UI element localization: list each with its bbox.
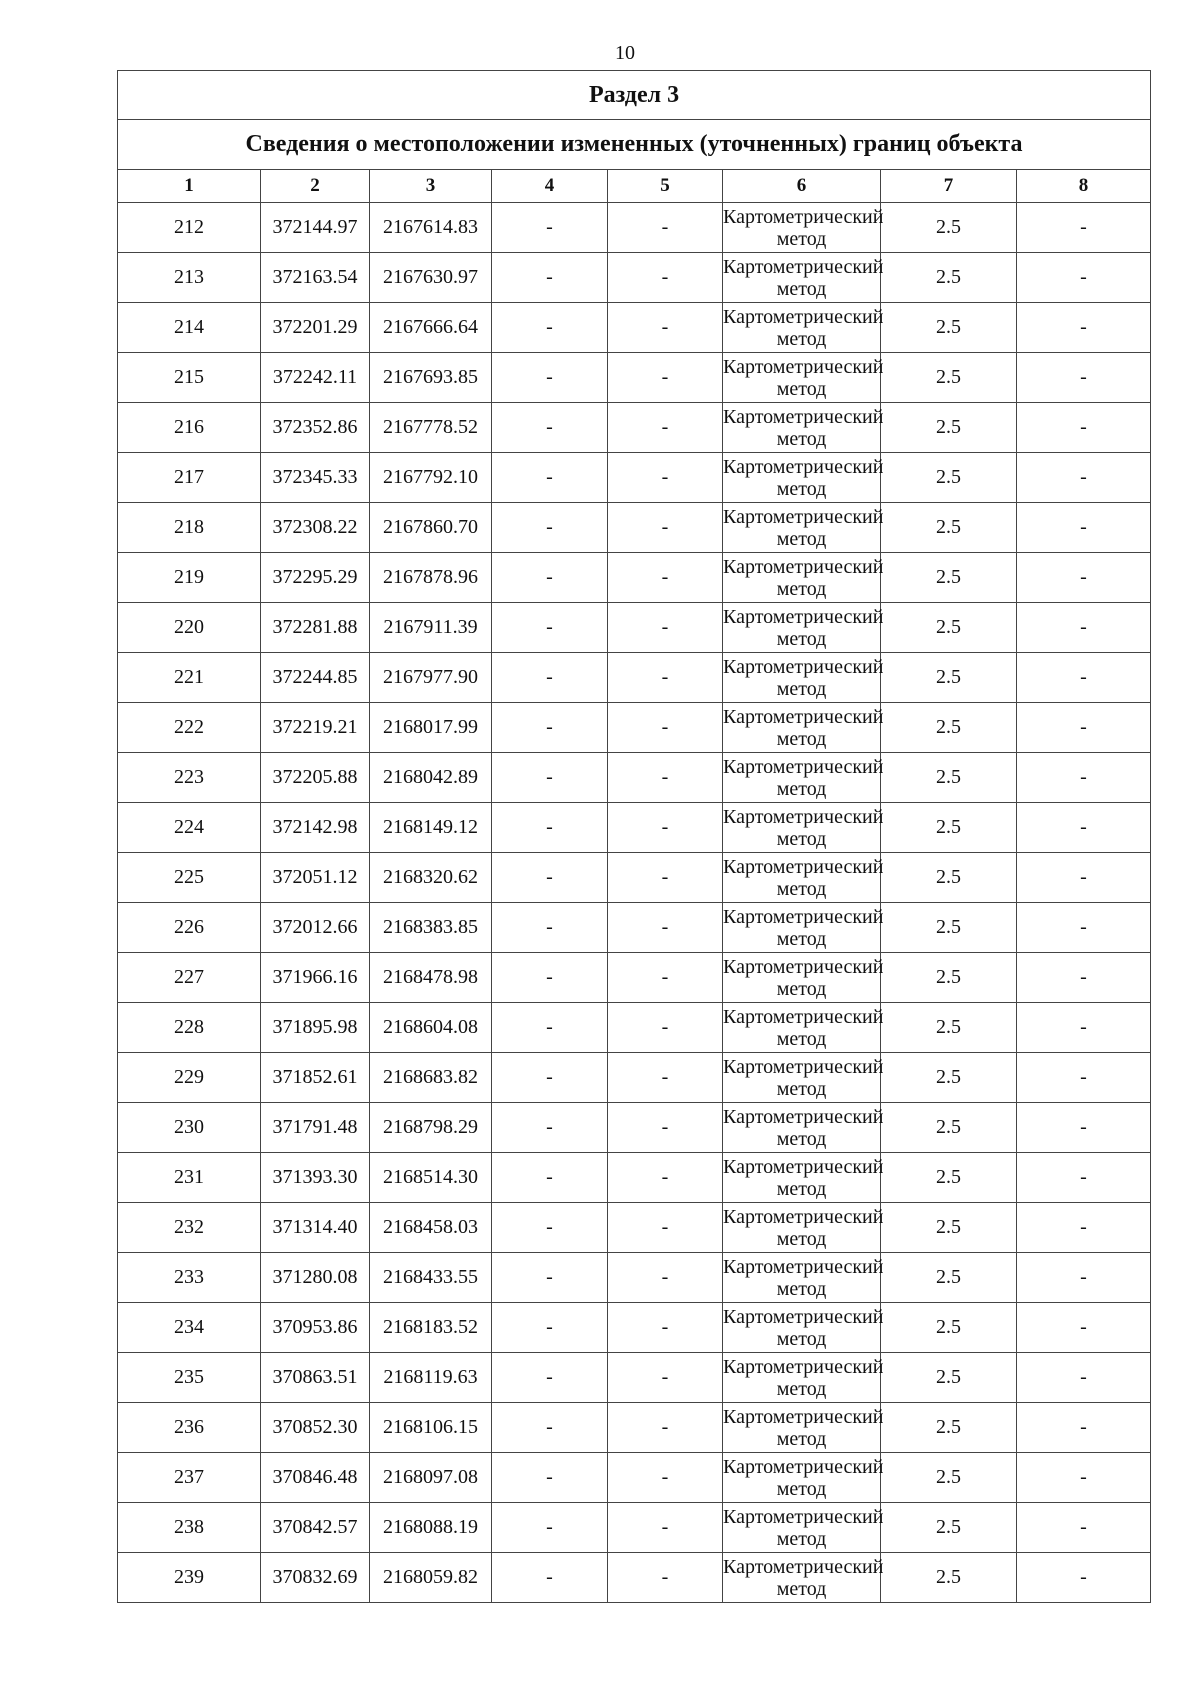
y-coordinate-cell: 2168383.85 [370,903,492,953]
column-5-cell: - [608,603,723,653]
column-4-cell: - [492,203,608,253]
accuracy-cell: 2.5 [881,1403,1017,1453]
column-8-cell: - [1017,853,1151,903]
column-4-cell: - [492,1303,608,1353]
point-number-cell: 232 [118,1203,261,1253]
column-header: 8 [1017,170,1151,203]
point-number-cell: 237 [118,1453,261,1503]
table-row [118,703,1151,753]
column-4-cell: - [492,1503,608,1553]
column-8-cell: - [1017,303,1151,353]
column-8-cell: - [1017,403,1151,453]
accuracy-cell: 2.5 [881,1553,1017,1603]
method-cell: Картометрический метод [723,353,881,403]
method-cell: Картометрический метод [723,1103,881,1153]
point-number-cell: 212 [118,203,261,253]
point-number-cell: 215 [118,353,261,403]
accuracy-cell: 2.5 [881,403,1017,453]
table-row [118,503,1151,553]
section-subtitle: Сведения о местоположении измененных (уточненных) границ объекта [118,120,1151,170]
point-number-cell: 235 [118,1353,261,1403]
x-coordinate-cell: 372219.21 [261,703,370,753]
x-coordinate-cell: 372163.54 [261,253,370,303]
table-row [118,553,1151,603]
y-coordinate-cell: 2168604.08 [370,1003,492,1053]
y-coordinate-cell: 2168514.30 [370,1153,492,1203]
column-4-cell: - [492,1453,608,1503]
table-row [118,1503,1151,1553]
method-cell: Картометрический метод [723,1353,881,1403]
column-8-cell: - [1017,653,1151,703]
column-5-cell: - [608,253,723,303]
column-5-cell: - [608,553,723,603]
column-8-cell: - [1017,1103,1151,1153]
column-header: 5 [608,170,723,203]
table-row [118,1203,1151,1253]
accuracy-cell: 2.5 [881,1153,1017,1203]
y-coordinate-cell: 2167911.39 [370,603,492,653]
table-row [118,653,1151,703]
method-cell: Картометрический метод [723,1003,881,1053]
column-5-cell: - [608,1203,723,1253]
column-8-cell: - [1017,503,1151,553]
method-cell: Картометрический метод [723,1453,881,1503]
column-5-cell: - [608,1553,723,1603]
column-5-cell: - [608,1403,723,1453]
y-coordinate-cell: 2168042.89 [370,753,492,803]
method-cell: Картометрический метод [723,1503,881,1553]
column-4-cell: - [492,353,608,403]
table-row [118,353,1151,403]
column-5-cell: - [608,853,723,903]
y-coordinate-cell: 2168097.08 [370,1453,492,1503]
x-coordinate-cell: 370953.86 [261,1303,370,1353]
point-number-cell: 228 [118,1003,261,1053]
x-coordinate-cell: 372205.88 [261,753,370,803]
column-5-cell: - [608,1353,723,1403]
column-header: 7 [881,170,1017,203]
column-4-cell: - [492,1553,608,1603]
point-number-cell: 238 [118,1503,261,1553]
column-8-cell: - [1017,1003,1151,1053]
column-8-cell: - [1017,553,1151,603]
y-coordinate-cell: 2168798.29 [370,1103,492,1153]
column-8-cell: - [1017,803,1151,853]
column-8-cell: - [1017,353,1151,403]
y-coordinate-cell: 2168183.52 [370,1303,492,1353]
column-8-cell: - [1017,1503,1151,1553]
column-8-cell: - [1017,1403,1151,1453]
y-coordinate-cell: 2168478.98 [370,953,492,1003]
accuracy-cell: 2.5 [881,1303,1017,1353]
y-coordinate-cell: 2168059.82 [370,1553,492,1603]
y-coordinate-cell: 2168017.99 [370,703,492,753]
column-8-cell: - [1017,903,1151,953]
table-row [118,903,1151,953]
column-header: 4 [492,170,608,203]
y-coordinate-cell: 2167614.83 [370,203,492,253]
x-coordinate-cell: 371791.48 [261,1103,370,1153]
method-cell: Картометрический метод [723,553,881,603]
column-5-cell: - [608,353,723,403]
x-coordinate-cell: 370842.57 [261,1503,370,1553]
point-number-cell: 217 [118,453,261,503]
x-coordinate-cell: 372051.12 [261,853,370,903]
column-5-cell: - [608,303,723,353]
accuracy-cell: 2.5 [881,303,1017,353]
column-4-cell: - [492,503,608,553]
accuracy-cell: 2.5 [881,953,1017,1003]
x-coordinate-cell: 372144.97 [261,203,370,253]
table-row [118,1303,1151,1353]
column-5-cell: - [608,453,723,503]
method-cell: Картометрический метод [723,853,881,903]
column-5-cell: - [608,1503,723,1553]
table-row [118,1153,1151,1203]
column-header: 6 [723,170,881,203]
column-5-cell: - [608,503,723,553]
column-8-cell: - [1017,753,1151,803]
column-5-cell: - [608,703,723,753]
point-number-cell: 222 [118,703,261,753]
y-coordinate-cell: 2167860.70 [370,503,492,553]
y-coordinate-cell: 2168119.63 [370,1353,492,1403]
x-coordinate-cell: 371393.30 [261,1153,370,1203]
y-coordinate-cell: 2168683.82 [370,1053,492,1103]
method-cell: Картометрический метод [723,953,881,1003]
x-coordinate-cell: 370852.30 [261,1403,370,1453]
column-4-cell: - [492,603,608,653]
column-8-cell: - [1017,1303,1151,1353]
column-4-cell: - [492,1003,608,1053]
column-4-cell: - [492,1203,608,1253]
method-cell: Картометрический метод [723,1403,881,1453]
point-number-cell: 220 [118,603,261,653]
column-4-cell: - [492,953,608,1003]
point-number-cell: 229 [118,1053,261,1103]
x-coordinate-cell: 372352.86 [261,403,370,453]
table-row [118,1403,1151,1453]
accuracy-cell: 2.5 [881,1203,1017,1253]
column-4-cell: - [492,853,608,903]
x-coordinate-cell: 371280.08 [261,1253,370,1303]
table-row [118,403,1151,453]
method-cell: Картометрический метод [723,1253,881,1303]
column-8-cell: - [1017,1203,1151,1253]
column-8-cell: - [1017,453,1151,503]
method-cell: Картометрический метод [723,503,881,553]
table-row [118,1253,1151,1303]
table-row [118,753,1151,803]
column-4-cell: - [492,1403,608,1453]
method-cell: Картометрический метод [723,253,881,303]
accuracy-cell: 2.5 [881,1503,1017,1553]
accuracy-cell: 2.5 [881,1053,1017,1103]
x-coordinate-cell: 372142.98 [261,803,370,853]
accuracy-cell: 2.5 [881,253,1017,303]
column-8-cell: - [1017,1253,1151,1303]
y-coordinate-cell: 2167630.97 [370,253,492,303]
method-cell: Картометрический метод [723,1053,881,1103]
point-number-cell: 224 [118,803,261,853]
x-coordinate-cell: 370846.48 [261,1453,370,1503]
column-4-cell: - [492,553,608,603]
accuracy-cell: 2.5 [881,803,1017,853]
y-coordinate-cell: 2168433.55 [370,1253,492,1303]
y-coordinate-cell: 2167666.64 [370,303,492,353]
y-coordinate-cell: 2167778.52 [370,403,492,453]
y-coordinate-cell: 2167878.96 [370,553,492,603]
accuracy-cell: 2.5 [881,353,1017,403]
x-coordinate-cell: 372201.29 [261,303,370,353]
column-4-cell: - [492,453,608,503]
point-number-cell: 236 [118,1403,261,1453]
method-cell: Картометрический метод [723,753,881,803]
column-4-cell: - [492,303,608,353]
y-coordinate-cell: 2167977.90 [370,653,492,703]
column-8-cell: - [1017,1053,1151,1103]
y-coordinate-cell: 2168088.19 [370,1503,492,1553]
column-4-cell: - [492,1053,608,1103]
column-8-cell: - [1017,1153,1151,1203]
point-number-cell: 231 [118,1153,261,1203]
column-5-cell: - [608,903,723,953]
table-row [118,603,1151,653]
column-8-cell: - [1017,1453,1151,1503]
x-coordinate-cell: 371895.98 [261,1003,370,1053]
method-cell: Картометрический метод [723,1153,881,1203]
accuracy-cell: 2.5 [881,903,1017,953]
table-row [118,1103,1151,1153]
point-number-cell: 214 [118,303,261,353]
column-5-cell: - [608,203,723,253]
point-number-cell: 223 [118,753,261,803]
x-coordinate-cell: 372345.33 [261,453,370,503]
x-coordinate-cell: 372012.66 [261,903,370,953]
table-row [118,1003,1151,1053]
column-4-cell: - [492,753,608,803]
column-5-cell: - [608,1303,723,1353]
accuracy-cell: 2.5 [881,1453,1017,1503]
x-coordinate-cell: 372242.11 [261,353,370,403]
column-8-cell: - [1017,953,1151,1003]
y-coordinate-cell: 2168106.15 [370,1403,492,1453]
column-8-cell: - [1017,203,1151,253]
column-4-cell: - [492,1353,608,1403]
x-coordinate-cell: 370832.69 [261,1553,370,1603]
table-row [118,203,1151,253]
column-5-cell: - [608,403,723,453]
column-8-cell: - [1017,253,1151,303]
column-5-cell: - [608,1453,723,1503]
accuracy-cell: 2.5 [881,503,1017,553]
x-coordinate-cell: 370863.51 [261,1353,370,1403]
method-cell: Картометрический метод [723,303,881,353]
method-cell: Картометрический метод [723,703,881,753]
column-5-cell: - [608,1003,723,1053]
accuracy-cell: 2.5 [881,1353,1017,1403]
column-4-cell: - [492,803,608,853]
accuracy-cell: 2.5 [881,553,1017,603]
point-number-cell: 218 [118,503,261,553]
point-number-cell: 213 [118,253,261,303]
column-5-cell: - [608,803,723,853]
point-number-cell: 230 [118,1103,261,1153]
y-coordinate-cell: 2168458.03 [370,1203,492,1253]
point-number-cell: 219 [118,553,261,603]
column-header: 1 [118,170,261,203]
x-coordinate-cell: 372281.88 [261,603,370,653]
point-number-cell: 221 [118,653,261,703]
column-8-cell: - [1017,1353,1151,1403]
accuracy-cell: 2.5 [881,603,1017,653]
column-5-cell: - [608,753,723,803]
table-body [118,203,1151,1603]
table-row [118,1553,1151,1603]
x-coordinate-cell: 372244.85 [261,653,370,703]
point-number-cell: 216 [118,403,261,453]
column-4-cell: - [492,703,608,753]
column-8-cell: - [1017,603,1151,653]
column-header: 3 [370,170,492,203]
y-coordinate-cell: 2168149.12 [370,803,492,853]
column-4-cell: - [492,903,608,953]
column-5-cell: - [608,1053,723,1103]
method-cell: Картометрический метод [723,403,881,453]
method-cell: Картометрический метод [723,1203,881,1253]
x-coordinate-cell: 371852.61 [261,1053,370,1103]
table-row [118,1353,1151,1403]
point-number-cell: 227 [118,953,261,1003]
accuracy-cell: 2.5 [881,1103,1017,1153]
column-5-cell: - [608,953,723,1003]
accuracy-cell: 2.5 [881,653,1017,703]
column-4-cell: - [492,1103,608,1153]
method-cell: Картометрический метод [723,203,881,253]
column-header: 2 [261,170,370,203]
table-row [118,303,1151,353]
method-cell: Картометрический метод [723,453,881,503]
y-coordinate-cell: 2167792.10 [370,453,492,503]
column-5-cell: - [608,1153,723,1203]
point-number-cell: 239 [118,1553,261,1603]
x-coordinate-cell: 372295.29 [261,553,370,603]
column-5-cell: - [608,653,723,703]
point-number-cell: 234 [118,1303,261,1353]
column-4-cell: - [492,1253,608,1303]
boundary-table [117,70,1151,1603]
accuracy-cell: 2.5 [881,1003,1017,1053]
y-coordinate-cell: 2168320.62 [370,853,492,903]
x-coordinate-cell: 371966.16 [261,953,370,1003]
method-cell: Картометрический метод [723,903,881,953]
point-number-cell: 225 [118,853,261,903]
accuracy-cell: 2.5 [881,853,1017,903]
accuracy-cell: 2.5 [881,753,1017,803]
accuracy-cell: 2.5 [881,703,1017,753]
table-row [118,853,1151,903]
method-cell: Картометрический метод [723,803,881,853]
y-coordinate-cell: 2167693.85 [370,353,492,403]
column-5-cell: - [608,1253,723,1303]
table-row [118,953,1151,1003]
page-number: 10 [615,42,635,64]
table-row [118,1453,1151,1503]
column-4-cell: - [492,653,608,703]
column-4-cell: - [492,1153,608,1203]
point-number-cell: 233 [118,1253,261,1303]
table-row [118,1053,1151,1103]
column-4-cell: - [492,253,608,303]
method-cell: Картометрический метод [723,1303,881,1353]
method-cell: Картометрический метод [723,603,881,653]
method-cell: Картометрический метод [723,653,881,703]
table-row [118,453,1151,503]
accuracy-cell: 2.5 [881,1253,1017,1303]
table-row [118,803,1151,853]
column-8-cell: - [1017,1553,1151,1603]
table-row [118,253,1151,303]
column-4-cell: - [492,403,608,453]
accuracy-cell: 2.5 [881,203,1017,253]
x-coordinate-cell: 372308.22 [261,503,370,553]
method-cell: Картометрический метод [723,1553,881,1603]
column-8-cell: - [1017,703,1151,753]
section-title: Раздел 3 [118,71,1151,120]
accuracy-cell: 2.5 [881,453,1017,503]
point-number-cell: 226 [118,903,261,953]
x-coordinate-cell: 371314.40 [261,1203,370,1253]
column-5-cell: - [608,1103,723,1153]
